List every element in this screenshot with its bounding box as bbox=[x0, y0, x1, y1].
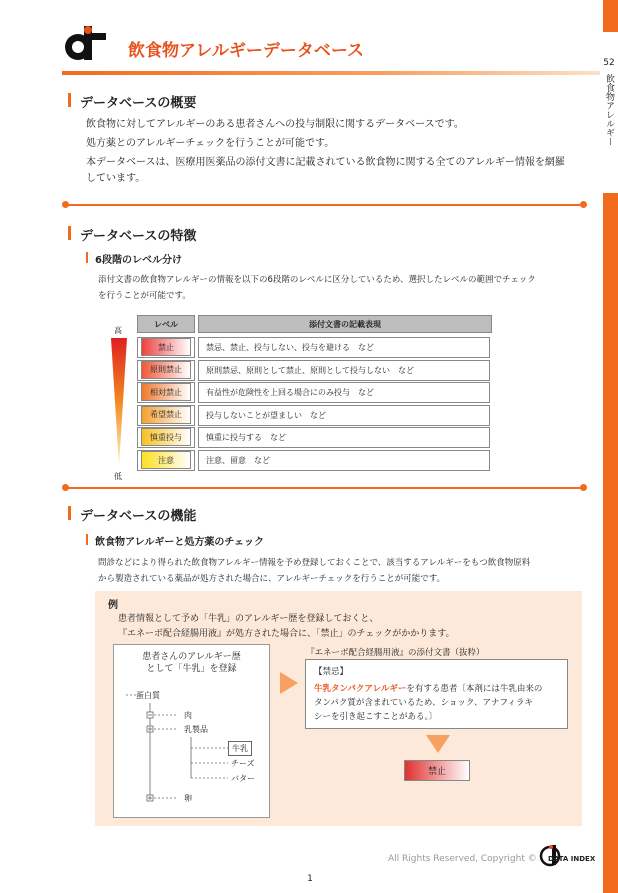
level-label: 原則禁止 bbox=[141, 361, 191, 379]
excerpt-line: タンパク質が含まれているため、ショック、アナフィラキ bbox=[314, 698, 533, 708]
overview-line: 本データベースは、医療用医薬品の添付文書に記載されている飲食物に関する全てのアレルギー情報を網羅 bbox=[86, 157, 565, 168]
side-page-number: 52 bbox=[603, 58, 615, 68]
company-logo bbox=[62, 20, 108, 64]
result-prohibited-badge: 禁止 bbox=[404, 760, 470, 781]
functions-subheading: 飲食物アレルギーと処方薬のチェック bbox=[95, 537, 265, 548]
side-accent-top bbox=[603, 0, 618, 32]
footer-brand: DATA INDEX bbox=[548, 855, 596, 863]
example-title: 例 bbox=[108, 600, 118, 611]
tree-node-protein: 蛋白質 bbox=[136, 691, 160, 700]
subsection-marker bbox=[86, 252, 88, 263]
level-label: 注意 bbox=[141, 451, 191, 469]
table-header-level: レベル bbox=[137, 315, 195, 333]
scale-high-label: 高 bbox=[114, 326, 122, 335]
description-line: 添付文書の飲食物アレルギーの情報を以下の6段階のレベルに区分しているため、選択したレベルの範囲でチェック bbox=[98, 275, 536, 285]
example-line: 『エネーボ配合経腸用液』が処方された場合に、「禁止」のチェックがかかります。 bbox=[118, 629, 455, 639]
side-accent-bar bbox=[603, 193, 618, 893]
features-description bbox=[98, 272, 588, 304]
down-arrow-icon bbox=[426, 735, 450, 753]
section-marker bbox=[68, 93, 71, 107]
tree-node-dairy: 乳製品 bbox=[184, 725, 208, 734]
contraindication-tag: 【禁忌】 bbox=[314, 667, 349, 677]
functions-description bbox=[98, 555, 588, 587]
overview-line: 飲食物に対してアレルギーのある患者さんへの投与制限に関するデータベースです。 bbox=[86, 119, 464, 130]
overview-line: しています。 bbox=[86, 173, 146, 184]
level-description: 慎重に投与する など bbox=[198, 427, 490, 448]
overview-text bbox=[86, 117, 586, 187]
level-label: 希望禁止 bbox=[141, 406, 191, 424]
tree-node-cheese: チーズ bbox=[231, 759, 255, 768]
level-description: 原則禁忌、原則として禁止、原則として投与しない など bbox=[198, 360, 490, 381]
level-label: 慎重投与 bbox=[141, 428, 191, 446]
allergy-history-panel bbox=[113, 644, 270, 818]
subsection-marker bbox=[86, 534, 88, 545]
document-caption: 『エネーボ配合経腸用液』の添付文書（抜粋） bbox=[306, 648, 485, 658]
section-divider bbox=[66, 487, 584, 489]
level-description: 注意、留意 など bbox=[198, 450, 490, 471]
tree-title: として「牛乳」を登録 bbox=[146, 664, 237, 674]
excerpt-line: シーを引き起こすことがある。〕 bbox=[314, 712, 438, 722]
level-description: 投与しないことが望ましい など bbox=[198, 405, 490, 426]
title-underline bbox=[62, 71, 600, 75]
example-line: 患者情報として予め「牛乳」のアレルギー歴を登録しておくと、 bbox=[118, 614, 379, 624]
side-title: 飲食物アレルギー bbox=[604, 74, 614, 146]
section-marker bbox=[68, 506, 71, 520]
excerpt-text bbox=[314, 682, 564, 724]
description-line: から製造されている薬品が処方された場合に、アレルギーチェックを行うことが可能です。 bbox=[98, 574, 446, 584]
tree-node-meat: 肉 bbox=[184, 711, 192, 720]
divider-dot bbox=[580, 201, 587, 208]
copyright-text: All Rights Reserved, Copyright © bbox=[388, 854, 537, 864]
right-arrow-icon bbox=[280, 672, 298, 694]
tree-title: 患者さんのアレルギー歴 bbox=[142, 652, 241, 662]
table-header-description: 添付文書の記載表現 bbox=[198, 315, 492, 333]
section-divider bbox=[66, 204, 584, 206]
features-heading: データベースの特徴 bbox=[80, 229, 197, 244]
example-text bbox=[118, 612, 578, 642]
features-subheading: 6段階のレベル分け bbox=[95, 255, 182, 266]
overview-line: 処方薬とのアレルギーチェックを行うことが可能です。 bbox=[86, 138, 335, 149]
tree-node-egg: 卵 bbox=[184, 794, 192, 803]
level-description: 禁忌、禁止、投与しない、投与を避ける など bbox=[198, 337, 490, 358]
section-marker bbox=[68, 226, 71, 240]
highlighted-allergen: 牛乳タンパクアレルギー bbox=[314, 684, 407, 694]
scale-low-label: 低 bbox=[114, 472, 122, 481]
package-insert-excerpt bbox=[305, 659, 568, 729]
divider-dot bbox=[580, 484, 587, 491]
page-title: 飲食物アレルギーデータベース bbox=[128, 41, 365, 61]
level-label: 相対禁止 bbox=[141, 383, 191, 401]
overview-heading: データベースの概要 bbox=[80, 96, 197, 111]
description-line: 問診などにより得られた飲食物アレルギー情報を予め登録しておくことで、該当するアレルギーをもつ飲食物原料 bbox=[98, 558, 531, 568]
tree-node-milk: 牛乳 bbox=[228, 741, 252, 756]
tree-node-butter: バター bbox=[231, 774, 255, 783]
description-line: を行うことが可能です。 bbox=[98, 291, 191, 301]
footer-page-number: 1 bbox=[307, 874, 313, 884]
level-description: 有益性が危険性を上回る場合にのみ投与 など bbox=[198, 382, 490, 403]
excerpt-line: を有する患者〔本剤には牛乳由来の bbox=[406, 684, 543, 694]
level-label: 禁止 bbox=[141, 338, 191, 356]
functions-heading: データベースの機能 bbox=[80, 509, 197, 524]
level-gradient-arrow bbox=[111, 338, 127, 466]
